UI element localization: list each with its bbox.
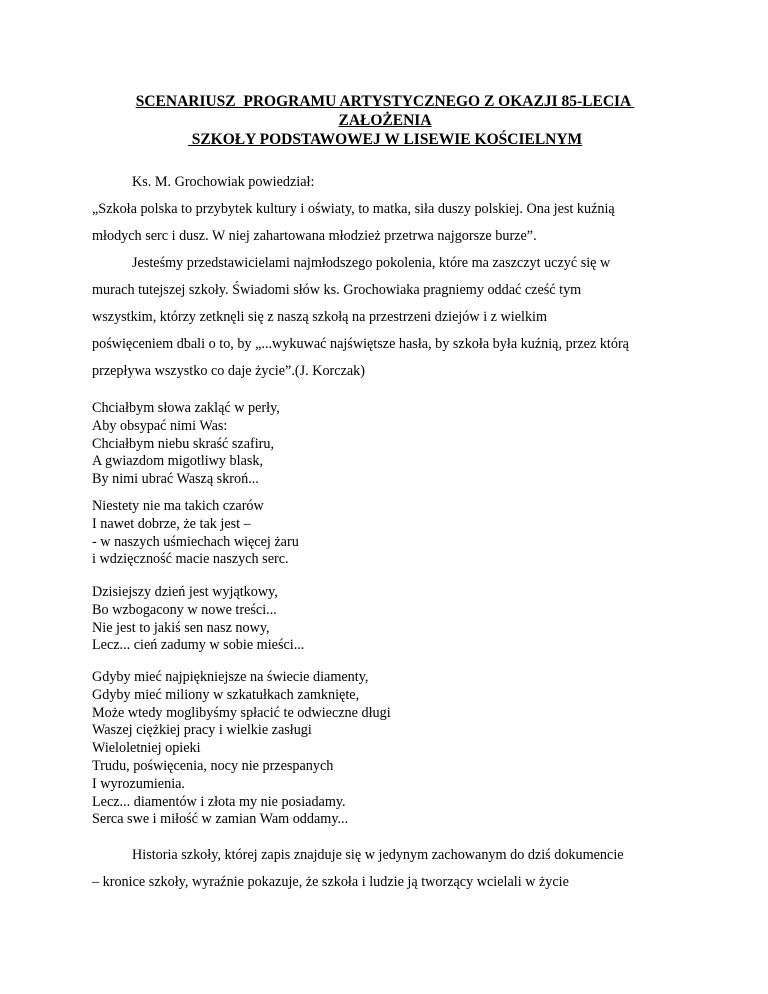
intro-line: Jesteśmy przedstawicielami najmłodszego pokolenia, które ma zaszczyt uczyć się w <box>132 255 611 271</box>
poem-line: Gdyby mieć miliony w szkatułkach zamknięte, <box>92 686 360 703</box>
document-title <box>60 92 710 149</box>
poem-line: Nie jest to jakiś sen nasz nowy, <box>92 619 270 636</box>
poem-line: Trudu, poświęcenia, nocy nie przespanych <box>92 757 334 774</box>
intro-section <box>92 169 692 385</box>
history-line: Historia szkoły, której zapis znajduje się w jedynym zachowanym do dziś dokumencie <box>132 847 624 863</box>
history-section <box>92 842 692 896</box>
poem-line: Lecz... cień zadumy w sobie mieści... <box>92 637 305 654</box>
history-line: – kronice szkoły, wyraźnie pokazuje, że szkoła i ludzie ją tworzący wcielali w życie <box>92 874 569 890</box>
intro-line: poświęceniem dbali o to, by „...wykuwać najświętsze hasła, by szkoła była kuźnią, przez którą <box>92 336 629 352</box>
poem-line: I wyrozumienia. <box>92 775 185 792</box>
poem-line: Serca swe i miłość w zamian Wam oddamy... <box>92 811 349 828</box>
poem-line: Aby obsypać nimi Was: <box>92 417 228 434</box>
poem-line: Niestety nie ma takich czarów <box>92 498 264 514</box>
poem-line: Może wtedy moglibyśmy spłacić te odwieczne długi <box>92 704 391 721</box>
title-line: ZAŁOŻENIA <box>338 112 432 129</box>
intro-line: „Szkoła polska to przybytek kultury i oświaty, to matka, siła duszy polskiej. Ona jest kuźnią <box>92 201 615 217</box>
poem-line: Waszej ciężkiej pracy i wielkie zasługi <box>92 722 312 739</box>
title-line: SZKOŁY PODSTAWOWEJ W LISEWIE KOŚCIELNYM <box>187 131 583 148</box>
poem-line: Gdyby mieć najpiękniejsze na świecie diamenty, <box>92 669 369 685</box>
poem-stanza-2 <box>92 498 692 569</box>
poem-line: A gwiazdom migotliwy blask, <box>92 453 264 470</box>
intro-line: murach tutejszej szkoły. Świadomi słów ks. Grochowiaka pragniemy oddać cześć tym <box>92 282 582 298</box>
poem-stanza-3 <box>92 584 692 655</box>
poem-line: Dzisiejszy dzień jest wyjątkowy, <box>92 584 278 600</box>
poem-line: i wdzięczność macie naszych serc. <box>92 551 289 568</box>
intro-line: przepływa wszystko co daje życie”.(J. Korczak) <box>92 363 365 379</box>
intro-line: wszystkim, którzy zetknęli się z naszą szkołą na przestrzeni dziejów i z wielkim <box>92 309 548 325</box>
poem-line: Chciałbym niebu skraść szafiru, <box>92 435 275 452</box>
poem-line: By nimi ubrać Waszą skroń... <box>92 471 259 488</box>
poem-line: Chciałbym słowa zakląć w perły, <box>92 400 280 416</box>
intro-line: młodych serc i dusz. W niej zahartowana młodzież przetrwa najgorsze burze”. <box>92 228 537 244</box>
poem-line: - w naszych uśmiechach więcej żaru <box>92 533 299 550</box>
poem-line: Bo wzbogacony w nowe treści... <box>92 601 277 618</box>
poem-line: Wieloletniej opieki <box>92 740 201 757</box>
poem-stanza-4 <box>92 669 692 829</box>
title-line: SCENARIUSZ PROGRAMU ARTYSTYCZNEGO Z OKAZJI 85-LECIA <box>135 93 635 110</box>
poem-line: I nawet dobrze, że tak jest – <box>92 515 251 532</box>
poem-stanza-1 <box>92 400 692 489</box>
intro-line: Ks. M. Grochowiak powiedział: <box>132 174 315 190</box>
poem-line: Lecz... diamentów i złota my nie posiadamy. <box>92 793 346 810</box>
